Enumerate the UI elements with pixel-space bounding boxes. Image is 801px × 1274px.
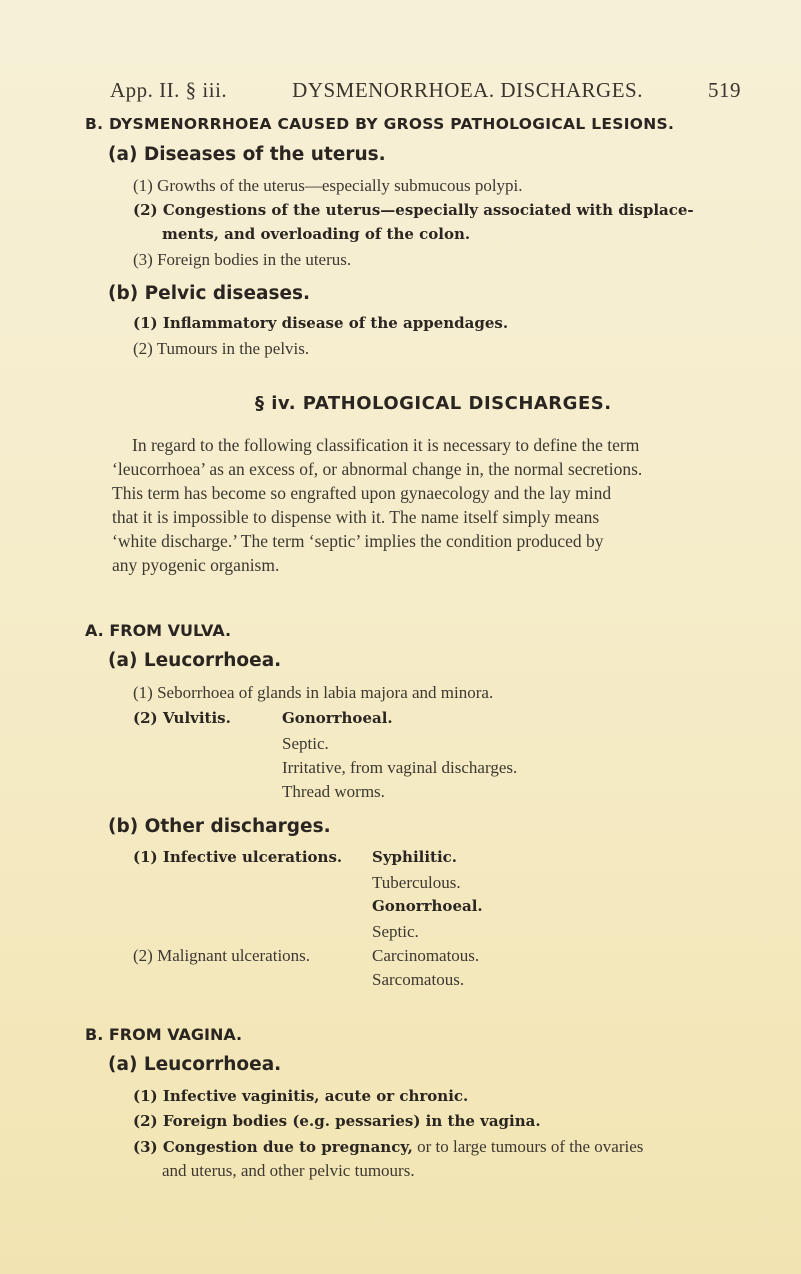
list-item-continuation: and uterus, and other pelvic tumours. bbox=[162, 1161, 415, 1180]
list-item: (1) Growths of the uterus—especially submucous polypi. bbox=[133, 176, 523, 195]
sub-item: Thread worms. bbox=[282, 782, 385, 801]
paragraph-line: ‘leucorrhoea’ as an excess of, or abnormal change in, the normal secretions. bbox=[112, 459, 643, 479]
list-item: (2) Congestions of the uterus—especially associated with displace- bbox=[133, 201, 694, 219]
heading-diseases-of-uterus: (a) Diseases of the uterus. bbox=[108, 144, 386, 165]
list-item: (3) Foreign bodies in the uterus. bbox=[133, 250, 352, 269]
section-title-pathological-discharges: § iv. PATHOLOGICAL DISCHARGES. bbox=[255, 393, 612, 414]
list-item: (2) Foreign bodies (e.g. pessaries) in the vagina. bbox=[133, 1112, 541, 1130]
paragraph-line: This term has become so engrafted upon gynaecology and the lay mind bbox=[112, 483, 612, 503]
sub-item: Gonorrhoeal. bbox=[282, 709, 393, 727]
heading-leucorrhoea-vagina: (a) Leucorrhoea. bbox=[108, 1054, 282, 1075]
list-item: (1) Infective vaginitis, acute or chronic. bbox=[133, 1087, 469, 1105]
running-head-title: DYSMENORRHOEA. DISCHARGES. bbox=[292, 78, 643, 102]
paragraph-line: In regard to the following classification it is necessary to define the term bbox=[132, 435, 640, 455]
sub-item: Syphilitic. bbox=[372, 848, 458, 866]
heading-other-discharges: (b) Other discharges. bbox=[108, 816, 331, 837]
list-item-bold-part: (3) Congestion due to pregnancy, bbox=[133, 1138, 413, 1156]
list-item-label: (1) Infective ulcerations. bbox=[133, 848, 343, 866]
paragraph-leucorrhoea-definition bbox=[112, 433, 752, 577]
running-head-left: App. II. § iii. bbox=[110, 78, 228, 102]
sub-item: Sarcomatous. bbox=[372, 970, 465, 989]
list-item bbox=[133, 1137, 643, 1157]
sub-item: Tuberculous. bbox=[372, 873, 461, 892]
sub-item: Septic. bbox=[372, 922, 419, 941]
list-item-label: (2) Malignant ulcerations. bbox=[133, 946, 311, 965]
sub-item: Irritative, from vaginal discharges. bbox=[282, 758, 518, 777]
sub-item: Septic. bbox=[282, 734, 329, 753]
list-item-continuation: ments, and overloading of the colon. bbox=[162, 225, 471, 243]
paragraph-line: ‘white discharge.’ The term ‘septic’ implies the condition produced by bbox=[112, 531, 604, 551]
sub-item: Gonorrhoeal. bbox=[372, 897, 483, 915]
section-title-from-vagina: B. FROM VAGINA. bbox=[85, 1025, 243, 1044]
running-head bbox=[110, 78, 741, 103]
sub-item: Carcinomatous. bbox=[372, 946, 480, 965]
list-item-label: (2) Vulvitis. bbox=[133, 709, 231, 727]
page-number: 519 bbox=[707, 78, 741, 102]
heading-pelvic-diseases: (b) Pelvic diseases. bbox=[108, 283, 311, 304]
list-item: (1) Inflammatory disease of the appendages. bbox=[133, 314, 509, 332]
section-title-from-vulva: A. FROM VULVA. bbox=[85, 621, 232, 640]
list-item: (2) Tumours in the pelvis. bbox=[133, 339, 310, 358]
paragraph-line: any pyogenic organism. bbox=[112, 555, 280, 575]
list-item-plain-part: or to large tumours of the ovaries bbox=[412, 1137, 644, 1156]
paragraph-line: that it is impossible to dispense with it. The name itself simply means bbox=[112, 507, 600, 527]
heading-leucorrhoea: (a) Leucorrhoea. bbox=[108, 650, 282, 671]
section-title-dysmenorrhoea-lesions: B. DYSMENORRHOEA CAUSED BY GROSS PATHOLOGICAL LESIONS. bbox=[85, 115, 675, 133]
list-item: (1) Seborrhoea of glands in labia majora and minora. bbox=[133, 683, 494, 702]
